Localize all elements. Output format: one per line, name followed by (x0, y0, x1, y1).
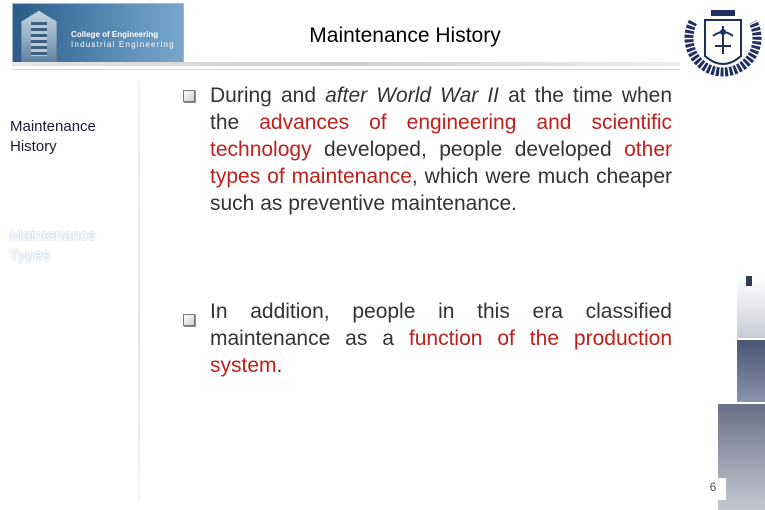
bullet2-text-3: . (276, 354, 283, 377)
header-divider-thin (12, 69, 680, 70)
bullet1-text-7: , which were much cheaper such as preventive maintenance. (210, 165, 672, 215)
bullet1-text-5: developed, people developed (311, 138, 625, 161)
bullet-paragraph-1 (210, 82, 672, 217)
university-seal-icon (683, 2, 763, 94)
logo-line2: Industrial Engineering (71, 40, 175, 49)
bullet1-text-3: at the time when the (210, 84, 672, 134)
sidebar-divider (138, 80, 140, 500)
logo-text (71, 30, 175, 50)
bullet1-text-4: advances of engineering and scientific technology (210, 111, 672, 161)
page-number: 6 (700, 478, 726, 500)
bullet1-text-6: other types of maintenance (210, 138, 672, 188)
bullet-paragraph-2 (210, 298, 672, 379)
bullet1-text-2: after World War II (325, 84, 500, 107)
bullet1-text-1: During and (210, 84, 326, 107)
college-logo-banner (12, 3, 184, 65)
bullet-box-icon (183, 90, 195, 102)
bullet2-text-2: function of the production system (210, 327, 672, 377)
building-icon (17, 8, 61, 62)
bullet2-text-1: In addition, people in this era classified maintenance as a (210, 300, 672, 350)
decorative-block (746, 276, 752, 286)
nav-item-maintenance-types[interactable]: Maintenance Types (10, 227, 96, 264)
decorative-block (737, 340, 765, 402)
nav-item-maintenance-history[interactable]: Maintenance History (10, 118, 96, 155)
header-divider (12, 62, 680, 66)
logo-line1: College of Engineering (71, 30, 159, 39)
page-title: Maintenance History (309, 24, 501, 47)
bullet-box-icon (183, 314, 195, 326)
